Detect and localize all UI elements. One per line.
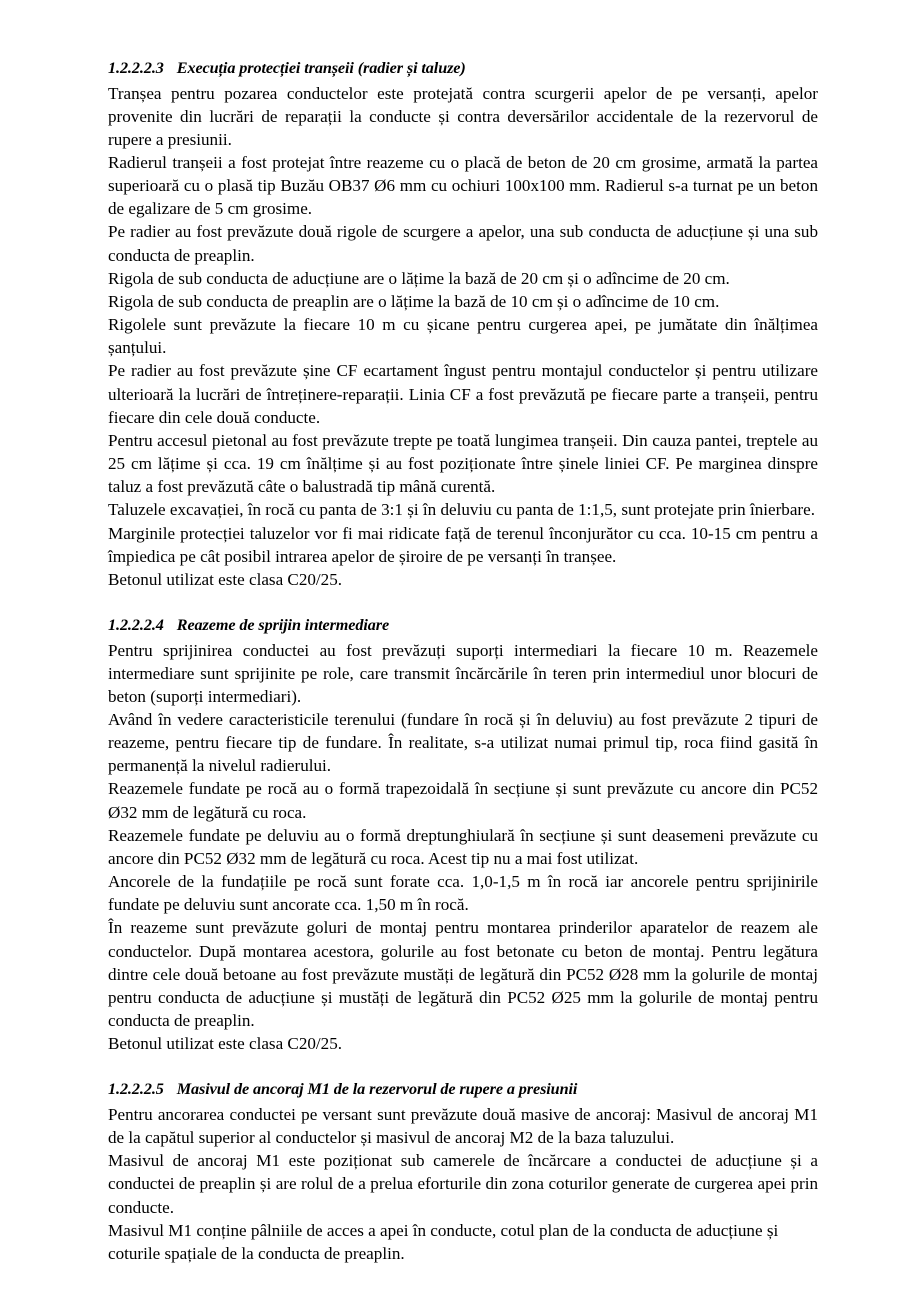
paragraph: Masivul de ancoraj M1 este poziționat sub camerele de încărcare a conductei de aducțiune și a conductei de preaplin și are rolul de a prelua eforturile din zona coturilor generate de curgerea apei prin conducte. (108, 1151, 818, 1217)
section-heading-1-2-2-2-3 (108, 58, 818, 80)
section-heading-1-2-2-2-4 (108, 615, 818, 637)
paragraph: Pe radier au fost prevăzute două rigole de scurgere a apelor, una sub conducta de aducțiune și una sub conducta de preaplin. (108, 222, 818, 265)
paragraph: Tranșea pentru pozarea conductelor este protejată contra scurgerii apelor de pe versanți, apelor provenite din lucrări de reparații la conducte și contra deversărilor accidentale de la rezervorul de rupere a presiunii. (108, 83, 818, 149)
paragraph: Reazemele fundate pe deluviu au o formă dreptunghiulară în secțiune și sunt deasemeni prevăzute cu ancore din PC52 Ø32 mm de legătură cu roca. Acest tip nu a mai fost utilizat. (108, 825, 818, 868)
document-body (108, 58, 818, 1265)
section-title: Execuția protecției tranșeii (radier și taluze) (176, 59, 466, 77)
section-title: Reazeme de sprijin intermediare (176, 615, 390, 634)
paragraph: Betonul utilizat este clasa C20/25. (108, 1034, 343, 1054)
paragraph: Rigola de sub conducta de preaplin are o lățime la bază de 10 cm și o adîncime de 10 cm. (108, 291, 720, 311)
paragraph: Marginile protecției taluzelor vor fi mai ridicate față de terenul înconjurător cu cca. 10-15 cm pentru a împiedica pe cât posibil intrarea apelor de șiroire de pe versanți în tranșee. (108, 523, 818, 566)
paragraph: Pentru ancorarea conductei pe versant sunt prevăzute două masive de ancoraj: Masivul de ancoraj M1 de la capătul superior al conductelor și masivul de ancoraj M2 de la baza taluzului. (108, 1104, 818, 1148)
paragraph: Rigola de sub conducta de aducțiune are o lățime la bază de 20 cm și o adîncime de 20 cm. (108, 268, 730, 288)
section-number: 1.2.2.2.5 (108, 1080, 164, 1099)
paragraph: Pentru accesul pietonal au fost prevăzute trepte pe toată lungimea tranșeii. Din cauza pantei, treptele au 25 cm lățime și cca. 19 cm înălțime și au fost poziționate între șinele liniei CF. Pe marginea dinspre taluz a fost prevăzută câte o balustradă tip mână curentă. (108, 430, 818, 497)
paragraph: Betonul utilizat este clasa C20/25. (108, 569, 343, 589)
paragraph: Taluzele excavației, în rocă cu panta de 3:1 și în deluviu cu panta de 1:1,5, sunt protejate prin înierbare. (108, 500, 815, 520)
paragraph: Radierul tranșeii a fost protejat între reazeme cu o placă de beton de 20 cm grosime, armată la partea superioară cu o plasă tip Buzău OB37 Ø6 mm cu ochiuri 100x100 mm. Radierul s-a turnat pe un beton de egalizare de 5 cm grosime. (108, 153, 818, 219)
paragraph: Rigolele sunt prevăzute la fiecare 10 m cu șicane pentru curgerea apei, pe jumătate din înălțimea șanțului. (108, 315, 818, 358)
section-spacer (108, 1055, 818, 1079)
section-title: Masivul de ancoraj M1 de la rezervorul de rupere a presiunii (176, 1080, 578, 1099)
paragraph: Pe radier au fost prevăzute șine CF ecartament îngust pentru montajul conductelor și pentru utilizare ulterioară la lucrări de întreținere-reparații. Linia CF a fost prevăzută pe fiecare parte a tranșeii, pentru fiecare din cele două conducte. (108, 361, 818, 427)
section-number: 1.2.2.2.4 (108, 615, 164, 634)
paragraph: Reazemele fundate pe rocă au o formă trapezoidală în secțiune și sunt prevăzute cu ancore din PC52 Ø32 mm de legătură cu roca. (108, 779, 818, 822)
section-number: 1.2.2.2.3 (108, 59, 164, 77)
paragraph: În reazeme sunt prevăzute goluri de montaj pentru montarea prinderilor aparatelor de reazem ale conductelor. După montarea acestora, golurile au fost betonate cu beton de montaj. Pentru legătura dintre cele două betoane au fost prevăzute mustăți de legătură din PC52 Ø28 mm la golurile de montaj pentru conducta de aducțiune și mustăți de legătură din PC52 Ø25 mm la golurile de montaj pentru conducta de preaplin. (108, 918, 818, 1031)
section-spacer (108, 591, 818, 615)
section-heading-1-2-2-2-5 (108, 1079, 818, 1101)
paragraph: Având în vedere caracteristicile terenului (fundare în rocă și în deluviu) au fost prevăzute 2 tipuri de reazeme, pentru fiecare tip de fundare. În realitate, s-a utilizat numai primul tip, roca fiind gasită în permanență la nivelul radierului. (108, 710, 818, 776)
paragraph: Pentru sprijinirea conductei au fost prevăzuți suporți intermediari la fiecare 10 m. Reazemele intermediare sunt sprijinite pe role, care transmit încărcările în teren prin intermediul unor blocuri de beton (suporți intermediari). (108, 640, 818, 706)
paragraph: Ancorele de la fundațiile pe rocă sunt forate cca. 1,0-1,5 m în rocă iar ancorele pentru sprijinirile fundate pe deluviu sunt ancorate cca. 1,50 m în rocă. (108, 872, 818, 915)
paragraph: Masivul M1 conține pâlniile de acces a apei în conducte, cotul plan de la conducta de aducțiune și coturile spațiale de la conducta de preaplin. (108, 1220, 779, 1263)
